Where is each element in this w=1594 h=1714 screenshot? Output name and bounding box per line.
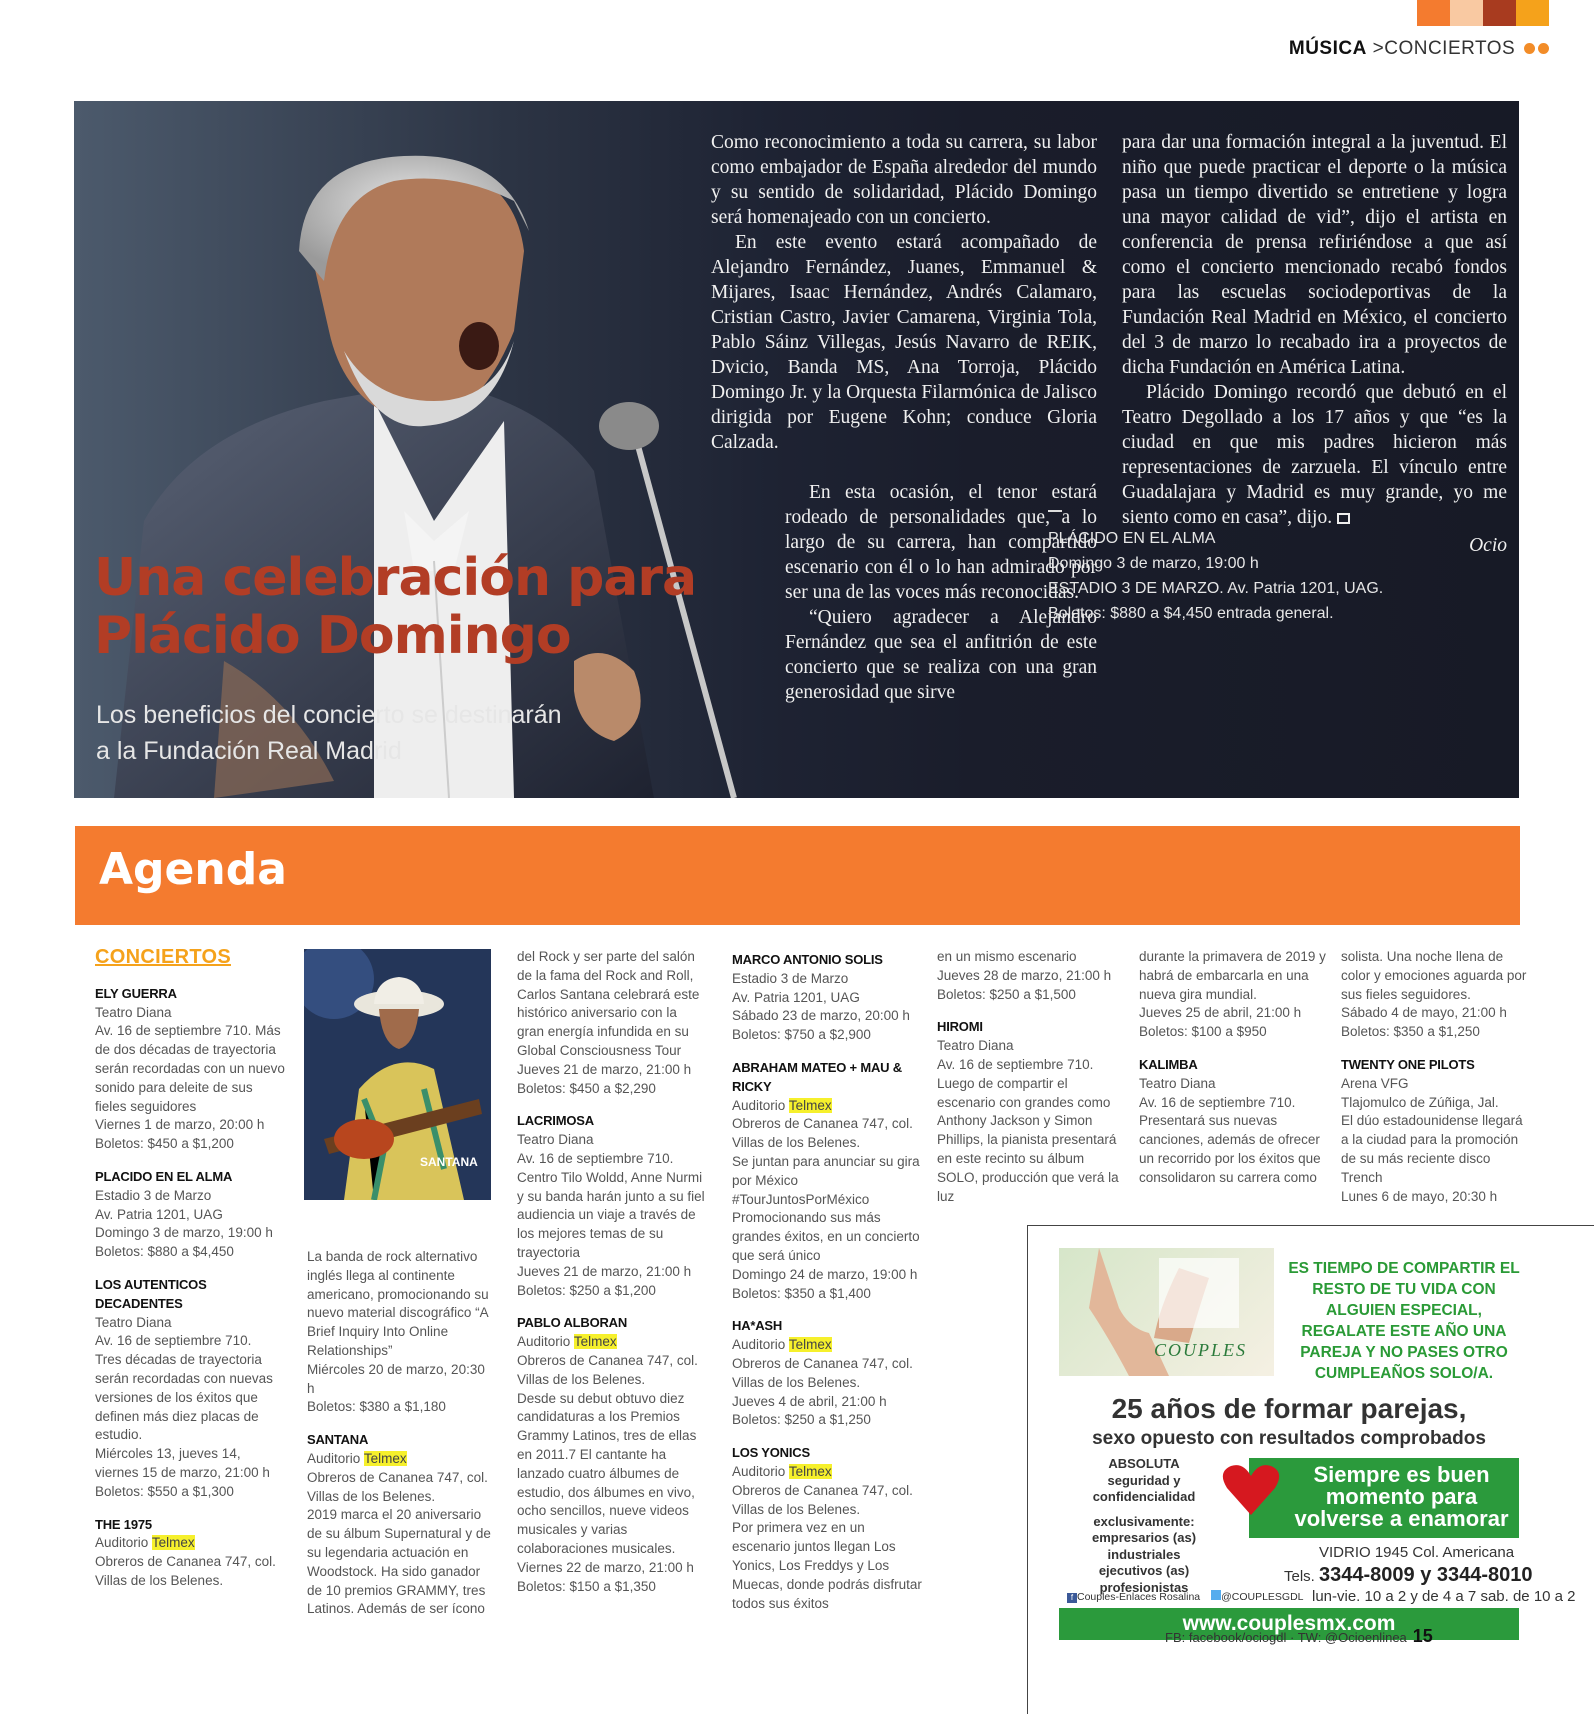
header-color-block-4 <box>1516 0 1549 26</box>
event-venue <box>732 1097 922 1116</box>
event-title: HIROMI <box>937 1019 983 1035</box>
event-date: Domingo 3 de marzo, 19:00 h <box>1048 555 1259 572</box>
event-address: Av. 16 de septiembre 710. <box>1139 1094 1296 1110</box>
venue-prefix: Auditorio <box>517 1334 571 1350</box>
footer-social: FB: facebook/ociogdl · TW: @Ocioenlinea <box>1165 1630 1407 1645</box>
ad-tels-label: Tels. <box>1284 1568 1315 1585</box>
event-date: Sábado 23 de marzo, 20:00 h <box>732 1008 910 1024</box>
event-title: PLACIDO EN EL ALMA <box>95 1168 233 1184</box>
event-date: Domingo 24 de marzo, 19:00 h <box>732 1266 918 1282</box>
event-description: en un mismo escenario <box>937 949 1077 964</box>
event-address: Tlajomulco de Zúñiga, Jal. <box>1341 1094 1499 1110</box>
event-price: Boletos: $350 a $1,250 <box>1341 1024 1480 1040</box>
venue-highlight: Telmex <box>573 1334 617 1350</box>
agenda-column-6 <box>1139 948 1329 1188</box>
event-address: Obreros de Cananea 747, col. Villas de los Belenes. <box>732 1355 913 1390</box>
ad-main-slogan: 25 años de formar parejas, <box>1111 1393 1467 1424</box>
header-color-block-3 <box>1483 0 1516 26</box>
ad-phones <box>1284 1564 1533 1587</box>
santana-photo <box>304 949 491 1200</box>
event-description: Av. 16 de septiembre 710. Centro Tilo Woldd, Anne Nurmi y su banda harán junto a su fiel audiencia un viaje a través de los mejores temas de su trayectoria <box>517 1150 705 1260</box>
event-price: Boletos: $380 a $1,180 <box>307 1399 446 1415</box>
event-description: durante la primavera de 2019 y habrá de embarcarla en una nueva gira mundial. <box>1139 949 1326 1002</box>
feature-subtitle-line2: a la Fundación Real Madrid <box>96 737 402 765</box>
event-description: solista. Una noche llena de color y emociones aguarda por sus fieles seguidores. <box>1341 949 1527 1002</box>
breadcrumb-section[interactable]: MÚSICA <box>1288 38 1367 59</box>
feature-subtitle-line1: Los beneficios del concierto se destinarán <box>96 701 562 729</box>
venue-highlight: Telmex <box>151 1535 195 1551</box>
agenda-column-7 <box>1341 948 1531 1206</box>
breadcrumb-separator: > <box>1372 38 1385 59</box>
event-venue <box>732 1463 922 1482</box>
ad-target-list <box>1059 1456 1229 1596</box>
event-venue: Teatro Diana <box>1139 1075 1216 1091</box>
ad-list-item: empresarios (as) <box>1091 1530 1197 1545</box>
ad-phone-numbers[interactable]: 3344-8009 y 3344-8010 <box>1319 1564 1533 1586</box>
event-description: del Rock y ser parte del salón de la fama del Rock and Roll, Carlos Santana celebrará este histórico aniversario con la gran energía infundida en su Global Consciousness Tour <box>517 949 700 1058</box>
article-paragraph <box>1122 380 1507 530</box>
event-address: Av. 16 de septiembre 710. <box>95 1333 252 1349</box>
singer-photo <box>74 101 794 798</box>
agenda-column-3 <box>517 948 707 1596</box>
ad-list-item: seguridad y confidencialidad <box>1092 1472 1196 1504</box>
event-description: 2019 marca el 20 aniversario de su álbum Supernatural y de su legendaria actuación en Woodstock. Ha sido ganador de 10 premios GRAMMY, tres Latinos. Además de ser ícono <box>307 1507 491 1617</box>
event-description: La banda de rock alternativo inglés llega al continente americano, promocionando su nuevo material discográfico “A Brief Inquiry Into Online Relationships” <box>307 1249 489 1358</box>
article-paragraph: Como reconocimiento a toda su carrera, su labor como embajador de España alrededor del mundo y su sentido de solidaridad, Plácido Domingo será homenajeado con un concierto. <box>711 132 1097 228</box>
event-description: Promocionando sus más grandes éxitos, en un concierto que será único <box>732 1210 920 1263</box>
article-paragraph: En esta ocasión, el tenor estará rodeado de personalidades que, a lo largo de su carrera, han compartido escenario con él o lo han admirado por ser una de las voces más reconocidas. <box>785 482 1097 603</box>
agenda-header <box>75 826 1520 925</box>
event-title: SANTANA <box>307 1432 369 1448</box>
event-venue <box>95 1534 285 1553</box>
agenda-title: Agenda <box>99 844 287 895</box>
event-price: Boletos: $880 a $4,450 <box>95 1244 234 1260</box>
event-date: Viernes 22 de marzo, 21:00 h <box>517 1559 694 1575</box>
agenda-section-title[interactable]: CONCIERTOS <box>95 946 231 968</box>
event-title: LOS AUTENTICOS DECADENTES <box>95 1276 207 1311</box>
event-price: Boletos: $450 a $1,200 <box>95 1136 234 1152</box>
event-address: Av. Patria 1201, UAG <box>95 1206 223 1222</box>
breadcrumb-subsection[interactable]: CONCIERTOS <box>1384 38 1516 59</box>
event-date: Jueves 25 de abril, 21:00 h <box>1139 1005 1302 1021</box>
article-paragraph: “Quiero agradecer a Alejandro Fernández que sea el anfitrión de este concierto que se realiza con una gran generosidad que sirve <box>785 607 1097 703</box>
event-price: Boletos: $250 a $1,250 <box>732 1412 871 1428</box>
event-venue <box>307 1450 492 1469</box>
event-tickets: Boletos: $880 a $4,450 entrada general. <box>1048 605 1334 622</box>
event-name: PLÁCIDO EN EL ALMA <box>1048 530 1216 547</box>
ad-headline: ES TIEMPO DE COMPARTIR EL RESTO DE TU VIDA CON ALGUIEN ESPECIAL, REGALATE ESTE AÑO UNA PAREJA Y NO PASES OTRO CUMPLEAÑOS SOLO/A. <box>1288 1260 1520 1382</box>
event-title: PABLO ALBORAN <box>517 1315 628 1331</box>
event-date: Miércoles 20 de marzo, 20:30 h <box>307 1361 485 1396</box>
event-price: Boletos: $100 a $950 <box>1139 1024 1267 1040</box>
ad-list-item: industriales <box>1107 1546 1181 1562</box>
event-description: El dúo estadounidense llegará a la ciudad para la promoción de su más reciente disco Trench <box>1341 1113 1523 1185</box>
ad-content <box>1059 1248 1576 1635</box>
ad-list-item: exclusivamente: <box>1093 1513 1195 1529</box>
header-color-block-1 <box>1417 0 1450 26</box>
event-title: ELY GUERRA <box>95 985 177 1001</box>
event-price: Boletos: $750 a $2,900 <box>732 1027 871 1043</box>
ad-slogan: Siempre es buen momento para volverse a enamorar <box>1294 1462 1509 1531</box>
couples-advertisement[interactable] <box>1027 1225 1594 1714</box>
event-title: LOS YONICS <box>732 1445 810 1461</box>
heart-icon <box>1221 1460 1281 1520</box>
event-address: Obreros de Cananea 747, col. Villas de los Belenes. <box>95 1554 276 1588</box>
event-address: Obreros de Cananea 747, col. Villas de los Belenes. <box>307 1469 488 1504</box>
event-description: Av. 16 de septiembre 710. Más de dos décadas de trayectoria serán recordadas con un nuevo sonido para deleite de sus fieles seguidores <box>95 1023 285 1114</box>
event-description: Presentará sus nuevas canciones, además de ofrecer un recorrido por los éxitos que consolidaron su carrera como <box>1139 1113 1321 1185</box>
event-venue: Estadio 3 de Marzo <box>732 970 849 986</box>
venue-prefix: Auditorio <box>95 1535 149 1551</box>
event-date: Jueves 21 de marzo, 21:00 h <box>517 1263 692 1279</box>
event-venue: Teatro Diana <box>937 1038 1014 1054</box>
article-paragraph-text: Plácido Domingo recordó que debutó en el Teatro Degollado a los 17 años y que “es la ciudad en que mis padres hicieron más representaciones de zarzuela. El vínculo entre Guadalajara y Madrid es muy grande, yo me siento como en casa”, dijo. <box>1122 382 1507 528</box>
venue-prefix: Auditorio <box>732 1097 786 1113</box>
event-venue: Teatro Diana <box>517 1132 594 1148</box>
event-info-box <box>1048 510 1418 626</box>
event-venue: Estadio 3 de Marzo <box>95 1187 212 1203</box>
event-title: LACRIMOSA <box>517 1113 594 1129</box>
event-address: Obreros de Cananea 747, col. Villas de los Belenes. <box>732 1116 913 1151</box>
agenda-column-5 <box>937 948 1127 1206</box>
event-venue: ESTADIO 3 DE MARZO. Av. Patria 1201, UAG. <box>1048 580 1384 597</box>
twitter-icon <box>1211 1590 1221 1600</box>
event-date: Sábado 4 de mayo, 21:00 h <box>1341 1005 1507 1021</box>
photo-caption: SANTANA <box>420 1155 478 1169</box>
event-venue <box>732 1336 922 1355</box>
venue-prefix: Auditorio <box>307 1450 361 1466</box>
ad-photo <box>1059 1248 1274 1376</box>
event-price: Boletos: $450 a $2,290 <box>517 1080 656 1096</box>
agenda-column-2 <box>307 1248 492 1619</box>
ad-address: VIDRIO 1945 Col. Americana <box>1319 1544 1515 1561</box>
event-price: Boletos: $550 a $1,300 <box>95 1483 234 1499</box>
section-dots-icon <box>1521 38 1549 59</box>
feature-title <box>94 549 696 665</box>
article-column-1 <box>711 130 1097 455</box>
info-divider <box>1048 510 1062 512</box>
feature-title-line2: Plácido Domingo <box>94 606 571 666</box>
event-venue: Teatro Diana <box>95 1314 172 1330</box>
event-price: Boletos: $350 a $1,400 <box>732 1285 871 1301</box>
event-date: Jueves 4 de abril, 21:00 h <box>732 1393 887 1409</box>
ad-social <box>1067 1590 1304 1603</box>
event-address: Obreros de Cananea 747, col. Villas de los Belenes. <box>517 1352 698 1387</box>
venue-prefix: Auditorio <box>732 1463 786 1479</box>
event-price: Boletos: $250 a $1,200 <box>517 1282 656 1298</box>
ad-brand: COUPLES <box>1154 1340 1248 1360</box>
event-date: Jueves 28 de marzo, 21:00 h <box>937 967 1112 983</box>
header-color-block-2 <box>1450 0 1483 26</box>
ad-list-item: profesionistas <box>1099 1579 1189 1595</box>
event-title: THE 1975 <box>95 1516 152 1532</box>
ad-twitter[interactable]: @COUPLESGDL <box>1221 1591 1304 1603</box>
article-paragraph: En este evento estará acompañado de Alejandro Fernández, Juanes, Emmanuel & Mijares, Isaac Hernández, Andrés Calamaro, Cristian Castro, Javier Camarena, Virginia Tola, Pablo Sáinz Villegas, Jesús Navarro de REIK, Dvicio, Banda MS, Ana Torroja, Plácido Domingo Jr. y la Orquesta Filarmónica de Jalisco dirigida por Eugene Kohn; conduce Gloria Calzada. <box>711 232 1097 453</box>
ad-facebook[interactable]: Couples-Enlaces Rosalina <box>1077 1591 1201 1603</box>
facebook-icon: f <box>1067 1593 1077 1603</box>
venue-prefix: Auditorio <box>732 1337 786 1353</box>
venue-highlight: Telmex <box>363 1450 407 1466</box>
venue-highlight: Telmex <box>788 1463 832 1479</box>
event-venue: Teatro Diana <box>95 1004 172 1020</box>
event-description: Luego de compartir el escenario con grandes como Anthony Jackson y Simon Phillips, la pianista presentará en este recinto su álbum SOLO, producción que verá la luz <box>937 1075 1119 1204</box>
event-price: Boletos: $150 a $1,350 <box>517 1578 656 1594</box>
venue-highlight: Telmex <box>788 1097 832 1113</box>
page-number: 15 <box>1412 1626 1433 1646</box>
event-address: Av. 16 de septiembre 710. <box>937 1056 1094 1072</box>
event-description: Se juntan para anunciar su gira por México #TourJuntosPorMéxico <box>732 1153 920 1207</box>
event-address: Av. Patria 1201, UAG <box>732 989 860 1005</box>
event-date: Lunes 6 de mayo, 20:30 h <box>1341 1188 1498 1204</box>
venue-highlight: Telmex <box>788 1337 832 1353</box>
event-date: Miércoles 13, jueves 14, viernes 15 de marzo, 21:00 h <box>95 1446 270 1480</box>
event-title: MARCO ANTONIO SOLIS <box>732 952 883 967</box>
article-paragraph: para dar una formación integral a la juventud. El niño que puede practicar el deporte o la música pasa un tiempo divertido se entretiene y logra una mayor calidad de vid”, dijo el artista en conferencia de prensa refiriéndose a que así como el concierto mencionado recabó fondos para las escuelas sociodeportivas de la Fundación Real Madrid en México, el concierto del 3 de marzo lo recabado ira a proyectos de dicha Fundación en América Latina. <box>1122 132 1507 378</box>
ad-website-link[interactable]: www.couplesmx.com <box>1059 1608 1519 1640</box>
event-price: Boletos: $250 a $1,500 <box>937 986 1076 1002</box>
breadcrumb <box>1289 38 1549 60</box>
ad-list-item: ABSOLUTA <box>1108 1456 1180 1471</box>
event-date: Viernes 1 de marzo, 20:00 h <box>95 1117 265 1133</box>
ad-list-item: ejecutivos (as) <box>1098 1563 1190 1578</box>
event-venue <box>517 1333 707 1352</box>
event-title: KALIMBA <box>1139 1056 1198 1072</box>
feature-subtitle <box>96 697 562 769</box>
event-venue: Arena VFG <box>1341 1075 1409 1091</box>
article-byline: Ocio <box>1469 535 1507 556</box>
event-title: ABRAHAM MATEO + MAU & RICKY <box>732 1059 902 1094</box>
event-address: Obreros de Cananea 747, col. Villas de los Belenes. <box>732 1482 913 1517</box>
agenda-column-4 <box>732 951 922 1613</box>
ad-slogan-box <box>1249 1458 1519 1538</box>
event-date: Jueves 21 de marzo, 21:00 h <box>517 1061 692 1077</box>
event-title: HA*ASH <box>732 1318 783 1334</box>
feature-title-line1: Una celebración para <box>94 548 697 608</box>
ad-sub-slogan: sexo opuesto con resultados comprobados <box>1092 1428 1486 1449</box>
agenda-column-1 <box>95 948 285 1591</box>
page-footer <box>1165 1626 1433 1647</box>
event-description: Por primera vez en un escenario juntos llegan Los Yonics, Los Freddys y Los Muecas, donde podrás disfrutar todos sus éxitos <box>732 1520 922 1611</box>
event-title: TWENTY ONE PILOTS <box>1341 1056 1475 1072</box>
event-description: Tres décadas de trayectoria serán recordadas con nuevas versiones de los éxitos que definen más diez placas de estudio. <box>95 1352 273 1443</box>
event-date: Domingo 3 de marzo, 19:00 h <box>95 1225 273 1241</box>
event-description: Desde su debut obtuvo diez candidaturas a los Premios Grammy Latinos, tres de ellas en 2011.7 El cantante ha lanzado cuatro álbumes de estudio, dos álbumes en vivo, ocho sencillos, nueve videos musicales y varias colaboraciones musicales. <box>517 1390 697 1556</box>
article-column-2 <box>1122 130 1507 558</box>
ad-hours: lun-vie. 10 a 2 y de 4 a 7 sab. de 10 a 2 <box>1312 1588 1576 1605</box>
